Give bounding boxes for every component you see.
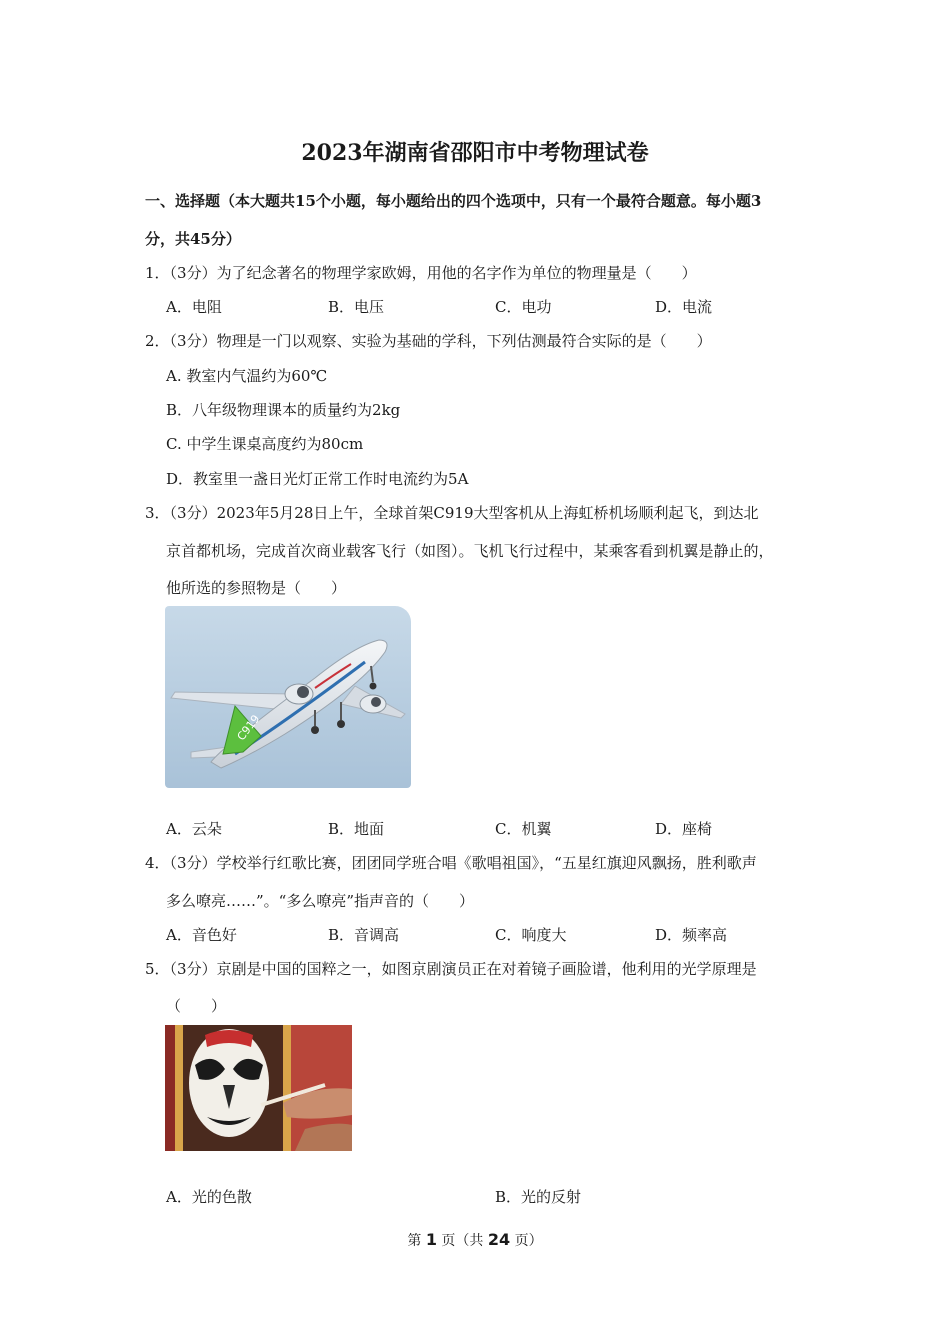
q1-option-b: B．电压 (328, 298, 385, 316)
question-4-stem-line-2: 多么嘹亮……”。“多么嘹亮”指声音的（ ） (166, 892, 475, 910)
question-2-stem: 2．（3分）物理是一门以观察、实验为基础的学科，下列估测最符合实际的是（ ） (145, 332, 712, 350)
q1-option-d: D．电流 (655, 298, 713, 316)
footer-suffix: 页） (510, 1233, 543, 1249)
q1-option-c: C．电功 (495, 298, 552, 316)
page-footer (0, 1230, 950, 1250)
q4-option-c: C．响度大 (495, 926, 567, 944)
section-heading-line-1: 一、选择题（本大题共15个小题，每小题给出的四个选项中，只有一个最符合题意。每小题3 (145, 192, 762, 210)
peking-opera-mirror-photo (165, 1025, 352, 1151)
q3-option-a: A．云朵 (166, 820, 222, 838)
tail-logo-text: C919 (234, 712, 263, 744)
q3-option-b: B．地面 (328, 820, 385, 838)
footer-prefix: 第 (407, 1233, 426, 1249)
q2-option-b: B．八年级物理课本的质量约为2kg (166, 401, 401, 419)
question-4-stem-line-1: 4．（3分）学校举行红歌比赛，团团同学班合唱《歌唱祖国》，“五星红旗迎风飘扬，胜利歌声 (145, 854, 757, 872)
q5-option-a: A．光的色散 (166, 1188, 252, 1206)
section-heading-line-2: 分，共45分） (145, 230, 241, 248)
q3-option-c: C．机翼 (495, 820, 552, 838)
question-3-stem-line-2: 京首都机场，完成首次商业载客飞行（如图）。飞机飞行过程中，某乘客看到机翼是静止的， (166, 542, 774, 560)
q4-option-d: D．频率高 (655, 926, 728, 944)
c919-airplane-photo (165, 606, 411, 788)
q2-option-d: D．教室里一盏日光灯正常工作时电流约为5A (166, 470, 469, 488)
question-5-stem-line-2: （ ） (166, 997, 227, 1015)
question-1-stem: 1．（3分）为了纪念著名的物理学家欧姆，用他的名字作为单位的物理量是（ ） (145, 264, 697, 282)
q5-option-b: B．光的反射 (495, 1188, 582, 1206)
question-3-stem-line-1: 3．（3分）2023年5月28日上午，全球首架C919大型客机从上海虹桥机场顺利起飞，到达北 (145, 504, 759, 522)
question-3-stem-line-3: 他所选的参照物是（ ） (166, 579, 347, 597)
q2-option-c: C. 中学生课桌高度约为80cm (166, 435, 364, 453)
q2-option-a: A. 教室内气温约为60℃ (166, 367, 328, 385)
q3-option-d: D．座椅 (655, 820, 713, 838)
q4-option-a: A．音色好 (166, 926, 237, 944)
footer-middle: 页（共 (436, 1233, 488, 1249)
q1-option-a: A．电阻 (166, 298, 222, 316)
question-5-stem-line-1: 5．（3分）京剧是中国的国粹之一，如图京剧演员正在对着镜子画脸谱，他利用的光学原理是 (145, 960, 757, 978)
q4-option-b: B．音调高 (328, 926, 400, 944)
footer-total-pages: 24 (487, 1230, 511, 1249)
page-title: 2023年湖南省邵阳市中考物理试卷 (301, 140, 649, 166)
footer-page-number: 1 (425, 1230, 437, 1249)
